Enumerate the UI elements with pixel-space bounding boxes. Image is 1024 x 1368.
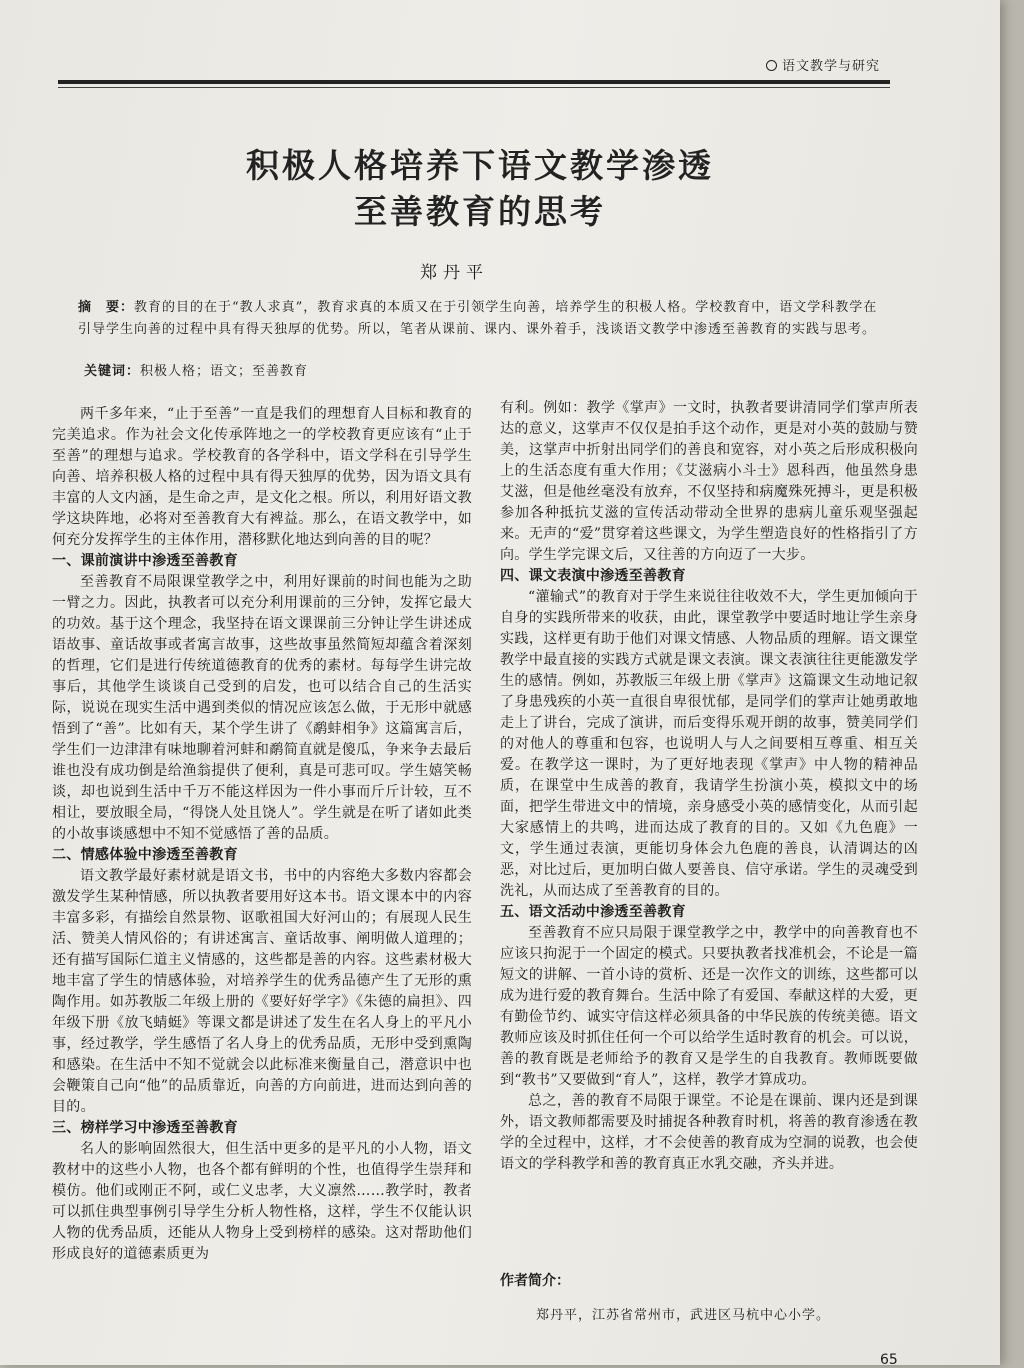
section-1-paragraph: 至善教育不局限课堂教学之中，利用好课前的时间也能为之助一臂之力。因此，执教者可以充分利用课前的三分钟，发挥它最大的功效。基于这个理念，我坚持在语文课课前三分钟让学生讲述成语故事、童话故事或者寓言故事，这些故事虽然简短却蕴含着深刻的哲理，它们是进行传统道德教育的优秀的素材。每每学生讲完故事后，其他学生谈谈自己受到的启发，也可以结合自己的生活实际，说说在现实生活中遇到类似的情况应该怎么做，于无形中就感悟到了“善”。比如有天，某个学生讲了《鹬蚌相争》这篇寓言后，学生们一边津津有味地聊着河蚌和鹬简直就是傻瓜，争来争去最后谁也没有成功倒是给渔翁提供了便利，真是可悲可叹。学生嬉笑畅谈，却也说到生活中千万不能这样因为一件小事而斤斤计较，互不相让，要放眼全局，“得饶人处且饶人”。学生就是在听了诸如此类的小故事谈感想中不知不觉感悟了善的品质。 — [52, 574, 472, 842]
section-heading-5: 五、语文活动中渗透至善教育 — [500, 904, 686, 920]
right-column — [500, 398, 918, 1175]
section-heading-2: 二、情感体验中渗透至善教育 — [52, 847, 238, 863]
abstract-text: 教育的目的在于“教人求真”，教育求真的本质又在于引领学生向善，培养学生的积极人格。学校教育中，语文学科教学在引导学生向善的过程中具有得天独厚的优势。所以，笔者从课前、课内、课外着手，浅谈语文教学中渗透至善教育的实践与思考。 — [78, 300, 878, 337]
section-heading-4: 四、课文表演中渗透至善教育 — [500, 568, 686, 584]
section-label: 语文教学与研究 — [781, 59, 880, 74]
section-header — [766, 55, 880, 74]
circle-icon — [766, 60, 777, 71]
left-column — [52, 404, 472, 1265]
keywords — [84, 360, 308, 379]
section-heading-1: 一、课前演讲中渗透至善教育 — [52, 553, 238, 569]
section-2-paragraph: 语文教学最好素材就是语文书，书中的内容绝大多数内容都会激发学生某种情感，所以执教者要用好这本书。语文课本中的内容丰富多彩，有描绘自然景物、讴歌祖国大好河山的；有展现人民生活、赞美人情风俗的；有讲述寓言、童话故事、阐明做人道理的；还有描写国际仁道主义情感的，这些都是善的内容。这些素材极大地丰富了学生的情感体验，对培养学生的优秀品德产生了无形的熏陶作用。如苏教版二年级上册的《要好好学字》《朱德的扁担》、四年级下册《放飞蜻蜓》等课文都是讲述了发生在名人身上的平凡小事，经过教学，学生感悟了名人身上的优秀品质，无形中受到熏陶和感染。在生活中不知不觉就会以此标准来衡量自己，潜意识中也会鞭策自己向“他”的品质靠近，向善的方向前进，进而达到向善的目的。 — [52, 868, 472, 1115]
article-author: 郑丹平 — [420, 263, 489, 283]
abstract — [78, 297, 878, 341]
section-3-paragraph-continued: 有利。例如：教学《掌声》一文时，执教者要讲清同学们掌声所表达的意义，这掌声不仅仅是拍手这个动作，更是对小英的鼓励与赞美，这掌声中折射出同学们的善良和宽容，对小英之后形成积极向上的生活态度有重大作用；《艾滋病小斗士》恩科西，他虽然身患艾滋，但是他丝毫没有放弃，不仅坚持和病魔殊死搏斗，更是积极参加各种抵抗艾滋的宣传活动带动全世界的患病儿童乐观坚强起来。无声的“爱”贯穿着这些课文，为学生塑造良好的性格指引了方向。学生学完课文后，又往善的方向迈了一大步。 — [500, 400, 918, 563]
header-rule-thin — [58, 87, 890, 88]
article-title-line1: 积极人格培养下语文教学渗透 — [246, 146, 714, 185]
section-4-paragraph: “灌输式”的教育对于学生来说往往收效不大，学生更加倾向于自身的实践所带来的收获，由此，课堂教学中要适时地让学生亲身实践，这样更有助于他们对课文情感、人物品质的理解。语文课堂教学中最直接的实践方式就是课文表演。课文表演往往更能激发学生的感情。例如，苏教版三年级上册《掌声》这篇课文生动地记叙了身患残疾的小英一直很自卑很忧郁，是同学们的掌声让她勇敢地走上了讲台，完成了演讲，而后变得乐观开朗的故事，赞美同学们的对他人的尊重和包容，也说明人与人之间要相互尊重、相互关爱。在教学这一课时，为了更好地表现《掌声》中人物的精神品质，在课堂中生成善的教育，我请学生扮演小英，模拟文中的场面，把学生带进文中的情境，亲身感受小英的感情变化，从而引起大家感情上的共鸣，进而达成了教育的目的。又如《九色鹿》一文，学生通过表演，更能切身体会九色鹿的善良，认清调达的凶恶，对比过后，更加明白做人要善良、信守承诺。学生的灵魂受到洗礼，从而达成了至善教育的目的。 — [500, 589, 918, 899]
keywords-label: 关键词： — [84, 364, 141, 379]
section-heading-3: 三、榜样学习中渗透至善教育 — [52, 1120, 238, 1136]
author-bio-label: 作者简介： — [500, 1273, 570, 1289]
author-bio-text: 郑丹平，江苏省常州市，武进区马杭中心小学。 — [536, 1308, 831, 1323]
conclusion-paragraph: 总之，善的教育不局限于课堂。不论是在课前、课内还是到课外，语文教师都需要及时捕捉各种教育时机，将善的教育渗透在教学的全过程中，这样，才不会使善的教育成为空洞的说教，也会使语文的学科教学和善的教育真正水乳交融，齐头并进。 — [500, 1093, 918, 1172]
abstract-label: 摘 要： — [78, 300, 135, 315]
intro-paragraph: 两千多年来，“止于至善”一直是我们的理想育人目标和教育的完美追求。作为社会文化传承阵地之一的学校教育更应该有“止于至善”的理想与追求。学校教育的各学科中，语文学科在引导学生向善、培养积极人格的过程中具有得天独厚的优势，因为语文具有丰富的人文内涵，是生命之声，是文化之根。所以，利用好语文教学这块阵地，必将对至善教育大有裨益。那么，在语文教学中，如何充分发挥学生的主体作用，潜移默化地达到向善的目的呢？ — [52, 406, 472, 548]
author-bio — [500, 1270, 920, 1323]
section-3-paragraph: 名人的影响固然很大，但生活中更多的是平凡的小人物，语文教材中的这些小人物，也各个都有鲜明的个性，也值得学生崇拜和模仿。他们或刚正不阿，或仁义忠孝，大义凛然……教学时，教者可以抓住典型事例引导学生分析人物性格，这样，学生不仅能认识人物的优秀品质，还能从人物身上受到榜样的感染。这对帮助他们形成良好的道德素质更为 — [52, 1141, 472, 1262]
page-number: 65 — [880, 1352, 898, 1368]
header-rule-thick — [58, 80, 890, 84]
keywords-text: 积极人格；语文；至善教育 — [140, 364, 309, 379]
article-title-line2: 至善教育的思考 — [354, 192, 606, 231]
section-5-paragraph: 至善教育不应只局限于课堂教学之中，教学中的向善教育也不应该只拘泥于一个固定的模式。只要执教者找准机会，不论是一篇短文的讲解、一首小诗的赏析、还是一次作文的训练，这些都可以成为进行爱的教育舞台。生活中除了有爱国、奉献这样的大爱，更有勤俭节约、诚实守信这样必须具备的中华民族的传统美德。语文教师应该及时抓住任何一个可以给学生适时教育的机会。可以说，善的教育既是老师给予的教育又是学生的自我教育。教师既要做到“教书”又要做到“育人”，这样，教学才算成功。 — [500, 925, 918, 1088]
